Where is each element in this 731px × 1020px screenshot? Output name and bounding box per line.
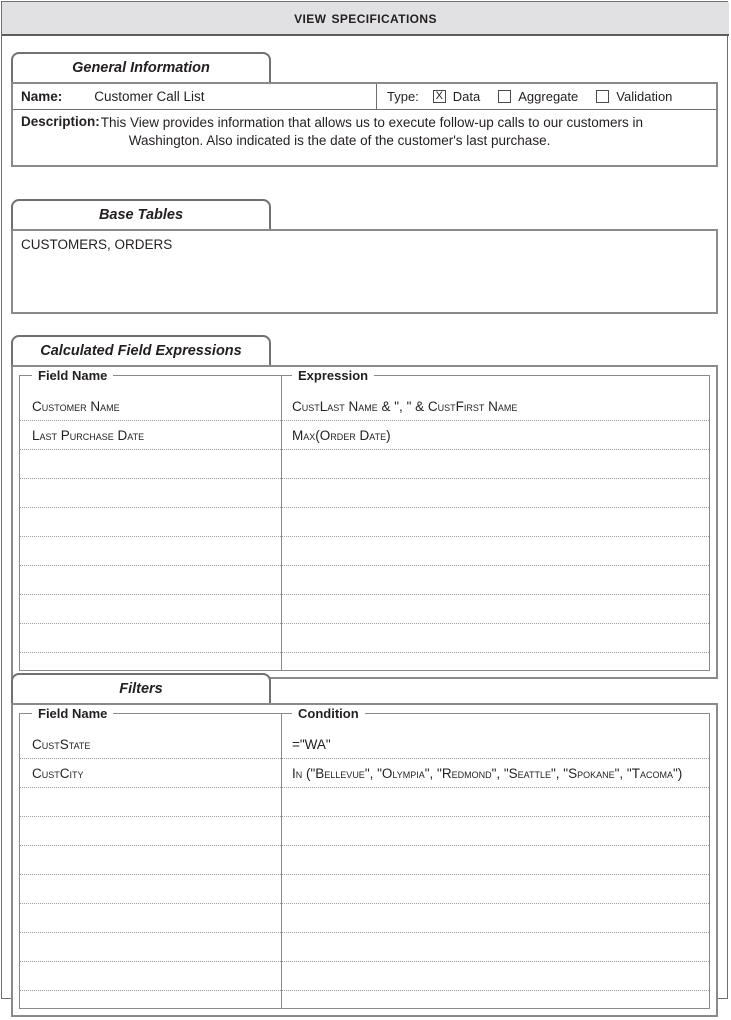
view-specifications-page <box>1 1 728 999</box>
checkbox-icon-validation[interactable] <box>596 90 609 103</box>
filter-condition-cell[interactable] <box>292 904 705 932</box>
filter-condition-cell[interactable] <box>292 788 705 816</box>
filter-field-name-cell[interactable] <box>32 788 277 816</box>
filters-col1-header: Field Name <box>32 706 113 721</box>
table-row[interactable] <box>20 450 709 479</box>
calculated-field-expression-cell[interactable] <box>292 479 705 507</box>
filter-field-name-cell[interactable] <box>32 904 277 932</box>
calculated-fields-tab-label: Calculated Field Expressions <box>40 343 242 359</box>
filter-condition-cell[interactable] <box>292 846 705 874</box>
calculated-field-expression-cell[interactable]: Max(Order Date) <box>292 427 391 443</box>
name-cell <box>13 84 377 109</box>
filter-field-name-cell[interactable] <box>32 817 277 845</box>
type-label: Type: <box>387 89 419 104</box>
type-option-aggregate[interactable] <box>498 89 578 104</box>
calculated-fields-col2-header: Expression <box>292 368 374 383</box>
filters-tab-label: Filters <box>119 681 163 697</box>
table-row[interactable] <box>20 595 709 624</box>
filter-field-name-cell[interactable] <box>32 933 277 961</box>
filter-condition-cell[interactable]: ="WA" <box>292 736 331 752</box>
type-option-validation[interactable] <box>596 89 672 104</box>
calculated-field-name-cell[interactable]: Last Purchase Date <box>32 427 145 443</box>
filter-condition-cell[interactable] <box>292 962 705 990</box>
filter-condition-cell[interactable] <box>292 875 705 903</box>
table-row[interactable] <box>20 817 709 846</box>
calculated-fields-col1-header: Field Name <box>32 368 113 383</box>
filter-condition-cell[interactable] <box>292 991 705 1020</box>
filter-field-name-cell[interactable] <box>32 875 277 903</box>
table-row[interactable] <box>20 730 709 759</box>
calculated-field-expression-cell[interactable] <box>292 450 705 478</box>
description-value[interactable] <box>101 114 643 150</box>
table-row[interactable] <box>20 846 709 875</box>
page-title: view specifications <box>294 8 437 27</box>
table-row[interactable] <box>20 624 709 653</box>
calculated-field-name-cell[interactable] <box>32 508 277 536</box>
filter-field-name-cell[interactable] <box>32 846 277 874</box>
table-row[interactable] <box>20 392 709 421</box>
base-tables-tab <box>11 199 271 229</box>
description-row <box>13 110 716 150</box>
filters-rows <box>20 730 709 1020</box>
table-row[interactable] <box>20 759 709 788</box>
table-row[interactable] <box>20 933 709 962</box>
description-line-1: This View provides information that allows us to execute follow-up calls to our customers in <box>100 115 644 130</box>
general-information-tab-label: General Information <box>72 60 210 76</box>
checkbox-icon-aggregate[interactable] <box>498 90 511 103</box>
general-information-panel <box>11 82 718 167</box>
calculated-field-name-cell[interactable] <box>32 595 277 623</box>
base-tables-panel <box>11 229 718 314</box>
filters-grid <box>19 706 710 1009</box>
filter-condition-cell[interactable] <box>292 933 705 961</box>
calculated-fields-tab <box>11 335 271 365</box>
checkbox-icon-data[interactable]: X <box>433 90 446 103</box>
calculated-field-expression-cell[interactable] <box>292 508 705 536</box>
table-row[interactable] <box>20 904 709 933</box>
calculated-field-expression-cell[interactable] <box>292 653 705 682</box>
calculated-field-expression-cell[interactable]: CustLast Name & ", " & CustFirst Name <box>292 398 518 414</box>
description-line-2: Washington. Also indicated is the date of the customer's last purchase. <box>128 133 551 148</box>
type-option-validation-label: Validation <box>616 89 673 104</box>
table-row[interactable] <box>20 566 709 595</box>
calculated-field-name-cell[interactable] <box>32 450 277 478</box>
filter-condition-cell[interactable]: In ("Bellevue", "Olympia", "Redmond", "Seattle", "Spokane", "Tacoma") <box>292 765 683 781</box>
name-label: Name: <box>21 89 63 104</box>
calculated-fields-panel <box>11 365 718 679</box>
filters-tab <box>11 673 271 703</box>
filters-col2-header: Condition <box>292 706 365 721</box>
general-information-top-row <box>13 84 716 110</box>
table-row[interactable] <box>20 537 709 566</box>
calculated-field-name-cell[interactable] <box>32 537 277 565</box>
table-row[interactable] <box>20 991 709 1020</box>
calculated-field-expression-cell[interactable] <box>292 624 705 652</box>
name-value[interactable]: Customer Call List <box>94 89 205 104</box>
table-row[interactable] <box>20 962 709 991</box>
filter-condition-cell[interactable] <box>292 817 705 845</box>
base-tables-value[interactable]: CUSTOMERS, ORDERS <box>21 237 173 252</box>
filter-field-name-cell[interactable] <box>32 962 277 990</box>
description-label: Description: <box>21 114 100 129</box>
filter-field-name-cell[interactable]: CustState <box>32 736 91 752</box>
calculated-field-expression-cell[interactable] <box>292 595 705 623</box>
calculated-field-name-cell[interactable] <box>32 566 277 594</box>
calculated-fields-rows <box>20 392 709 682</box>
type-option-aggregate-label: Aggregate <box>518 89 579 104</box>
calculated-field-name-cell[interactable]: Customer Name <box>32 398 120 414</box>
calculated-field-name-cell[interactable] <box>32 479 277 507</box>
table-row[interactable] <box>20 421 709 450</box>
table-row[interactable] <box>20 508 709 537</box>
filter-field-name-cell[interactable] <box>32 991 277 1020</box>
page-title-bar <box>2 2 729 36</box>
filter-field-name-cell[interactable]: CustCity <box>32 765 84 781</box>
type-option-data-label: Data <box>452 89 481 104</box>
base-tables-tab-label: Base Tables <box>98 207 184 223</box>
calculated-field-expression-cell[interactable] <box>292 566 705 594</box>
general-information-tab <box>11 52 271 82</box>
calculated-fields-grid <box>19 368 710 671</box>
filters-panel <box>11 703 718 1017</box>
calculated-field-name-cell[interactable] <box>32 624 277 652</box>
table-row[interactable] <box>20 788 709 817</box>
type-cell <box>377 84 716 109</box>
table-row[interactable] <box>20 875 709 904</box>
table-row[interactable] <box>20 479 709 508</box>
calculated-field-expression-cell[interactable] <box>292 537 705 565</box>
type-option-data[interactable] <box>433 89 480 104</box>
